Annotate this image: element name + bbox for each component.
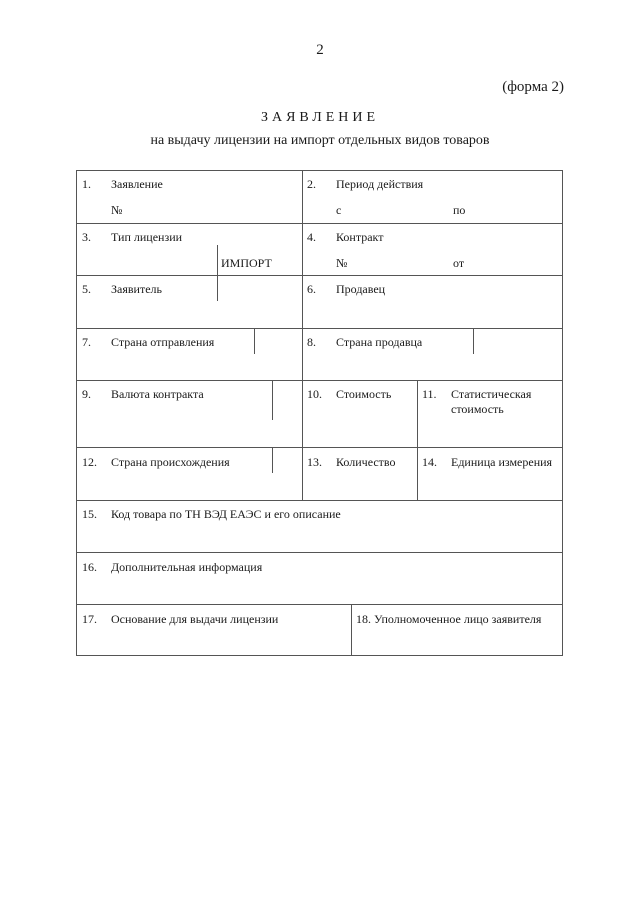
field-12-number: 12. xyxy=(82,455,97,469)
field-5-label: Заявитель xyxy=(111,282,162,296)
field-4-number-mark: № xyxy=(336,256,348,270)
field-7-label: Страна отправления xyxy=(111,335,215,349)
field-2-from-mark: с xyxy=(336,203,342,217)
column-divider xyxy=(302,171,303,500)
field-4-number: 4. xyxy=(307,230,316,244)
row-divider xyxy=(77,552,562,553)
field-18-label: 18. Уполномоченное лицо заявителя xyxy=(356,612,542,626)
row-divider xyxy=(77,447,562,448)
field-8-number: 8. xyxy=(307,335,316,349)
field-6-label: Продавец xyxy=(336,282,386,296)
field-1-number-mark: № xyxy=(111,203,123,217)
field-divider xyxy=(254,328,255,354)
field-8-label: Страна продавца xyxy=(336,335,423,349)
field-4-label: Контракт xyxy=(336,230,384,244)
field-7-number: 7. xyxy=(82,335,91,349)
field-divider xyxy=(272,380,273,420)
column-divider xyxy=(351,604,352,656)
field-1-label: Заявление xyxy=(111,177,163,191)
field-2-label: Период действия xyxy=(336,177,424,191)
field-17-label: Основание для выдачи лицензии xyxy=(111,612,279,626)
field-15-label: Код товара по ТН ВЭД ЕАЭС и его описание xyxy=(111,507,341,521)
license-type-value: ИМПОРТ xyxy=(221,256,272,270)
field-13-label: Количество xyxy=(336,455,396,469)
document-subtitle: на выдачу лицензии на импорт отдельных видов товаров xyxy=(150,133,490,148)
row-divider xyxy=(77,500,562,501)
field-9-number: 9. xyxy=(82,387,91,401)
field-16-number: 16. xyxy=(82,560,97,574)
license-application-form xyxy=(76,170,563,656)
row-divider xyxy=(77,328,562,329)
field-3-label: Тип лицензии xyxy=(111,230,183,244)
field-17-number: 17. xyxy=(82,612,97,626)
field-4-date-mark: от xyxy=(453,256,465,270)
field-16-label: Дополнительная информация xyxy=(111,560,263,574)
field-15-number: 15. xyxy=(82,507,97,521)
field-13-number: 13. xyxy=(307,455,322,469)
field-6-number: 6. xyxy=(307,282,316,296)
field-10-label: Стоимость xyxy=(336,387,392,401)
field-11-label: Статистическая стоимость xyxy=(451,387,532,416)
form-label: (форма 2) xyxy=(502,79,564,95)
field-5-number: 5. xyxy=(82,282,91,296)
field-10-number: 10. xyxy=(307,387,322,401)
field-11-number: 11. xyxy=(422,387,437,401)
document-title: ЗАЯВЛЕНИЕ xyxy=(260,110,380,125)
field-divider xyxy=(217,245,218,301)
field-2-to-mark: по xyxy=(453,203,466,217)
field-9-label: Валюта контракта xyxy=(111,387,204,401)
field-1-number: 1. xyxy=(82,177,91,191)
field-12-label: Страна происхождения xyxy=(111,455,230,469)
page-number: 2 xyxy=(316,42,324,58)
field-3-number: 3. xyxy=(82,230,91,244)
row-divider xyxy=(77,223,562,224)
field-14-number: 14. xyxy=(422,455,437,469)
field-14-label: Единица измерения xyxy=(451,455,553,469)
row-divider xyxy=(77,604,562,605)
field-divider xyxy=(417,380,418,447)
field-divider xyxy=(272,447,273,473)
field-divider xyxy=(417,447,418,500)
row-divider xyxy=(77,275,562,276)
field-divider xyxy=(473,328,474,354)
row-divider xyxy=(77,380,562,381)
field-2-number: 2. xyxy=(307,177,316,191)
